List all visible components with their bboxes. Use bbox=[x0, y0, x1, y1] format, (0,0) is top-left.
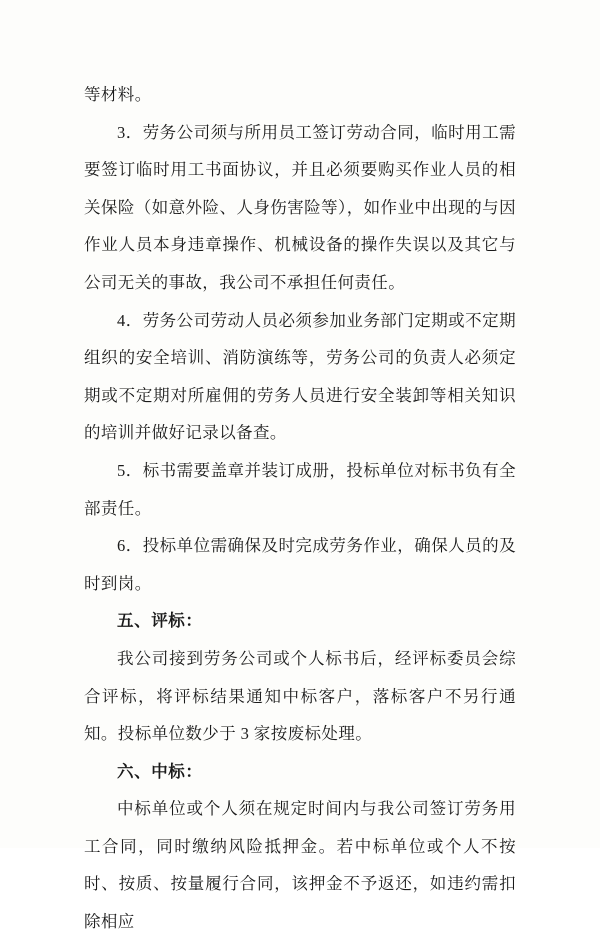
paragraph-item-4: 4．劳务公司劳动人员必须参加业务部门定期或不定期组织的安全培训、消防演练等，劳务公司的负责人必须定期或不定期对所雇佣的劳务人员进行安全装卸等相关知识的培训并做好记录以备查。 bbox=[84, 310, 516, 443]
heading-section-6: 六、中标： bbox=[117, 761, 203, 781]
heading-section-5: 五、评标： bbox=[117, 611, 203, 631]
paragraph-item-6: 6．投标单位需确保及时完成劳务作业，确保人员的及时到岗。 bbox=[84, 536, 516, 593]
paragraph-item-3: 3．劳务公司须与所用员工签订劳动合同，临时用工需要签订临时用工书面协议，并且必须要购买作业人员的相关保险（如意外险、人身伤害险等），如作业中出现的与因作业人员本身违章操作、机械设备的操作失误以及其它与公司无关的事故，我公司不承担任何责任。 bbox=[84, 122, 516, 292]
paragraph-section-5-body: 我公司接到劳务公司或个人标书后，经评标委员会综合评标，将评标结果通知中标客户，落标客户不另行通知。投标单位数少于 3 家按废标处理。 bbox=[84, 648, 516, 744]
paragraph-item-5: 5．标书需要盖章并装订成册，投标单位对标书负有全部责任。 bbox=[84, 460, 516, 518]
paragraph-section-6-body: 中标单位或个人须在规定时间内与我公司签订劳务用工合同，同时缴纳风险抵押金。若中标单位或个人不按时、按质、按量履行合同，该押金不予返还，如违约需扣除相应 bbox=[84, 799, 516, 932]
paragraph-line-continuation: 等材料。 bbox=[84, 85, 152, 104]
document-body bbox=[84, 76, 516, 941]
